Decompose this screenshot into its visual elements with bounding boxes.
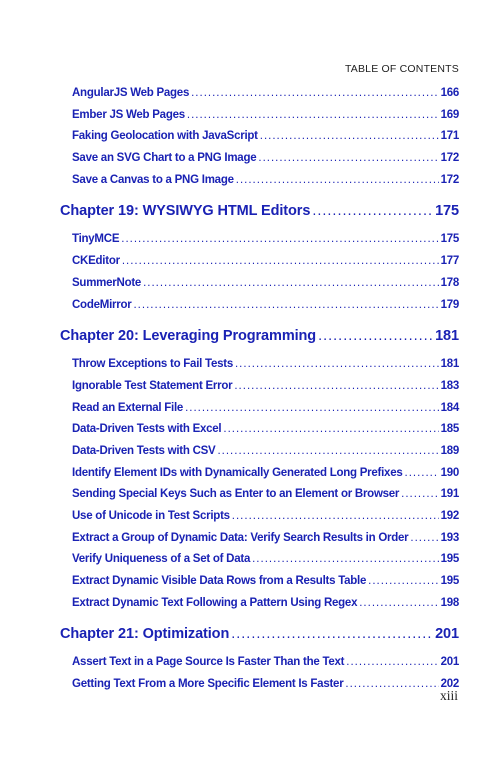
toc-entry-page: 195 [440, 575, 459, 588]
leader-dots [223, 419, 438, 441]
toc-entry-title: Throw Exceptions to Fail Tests [72, 358, 233, 371]
leader-dots [345, 674, 438, 696]
leader-dots [185, 398, 438, 420]
toc-entry[interactable] [60, 376, 459, 398]
toc-entry-title: Read an External File [72, 401, 184, 414]
toc-entry-title: Save a Canvas to a PNG Image [72, 173, 234, 186]
toc-chapter-entry[interactable] [60, 621, 459, 648]
toc-entry[interactable] [60, 441, 459, 463]
toc-entry-page: 201 [440, 656, 459, 669]
toc-chapter-page: 181 [435, 328, 459, 345]
toc-chapter-title: Chapter 19: WYSIWYG HTML Editors [60, 203, 311, 220]
toc-entry-page: 185 [440, 423, 459, 436]
page-number: xiii [439, 688, 458, 703]
toc-entry-page: 191 [440, 488, 459, 501]
toc-entry[interactable] [60, 273, 459, 295]
toc-entry[interactable] [60, 549, 459, 571]
toc-entry-page: 192 [440, 510, 459, 522]
leader-dots [401, 484, 438, 506]
toc-entry-page: 193 [440, 531, 459, 544]
leader-dots [312, 198, 433, 225]
toc-entry[interactable] [60, 652, 459, 674]
toc-entry-title: Identify Element IDs with Dynamically Generated Long Prefixes [72, 466, 403, 479]
toc-entry[interactable] [60, 506, 459, 528]
toc-entry-page: 172 [440, 173, 459, 186]
toc-entry-title: Extract a Group of Dynamic Data: Verify Search Results in Order [72, 531, 409, 544]
leader-dots [234, 376, 438, 398]
toc-entry-title: AngularJS Web Pages [72, 87, 190, 99]
toc-entry-title: Save an SVG Chart to a PNG Image [72, 152, 257, 165]
leader-dots [122, 251, 439, 273]
toc-entry-title: Faking Geolocation with JavaScript [72, 130, 258, 143]
toc-entry-page: 181 [440, 358, 459, 371]
toc-entry-title: CodeMirror [72, 298, 132, 311]
leader-dots [121, 229, 438, 251]
toc-entry-title: Sending Special Keys Such as Enter to an Element or Browser [72, 488, 400, 501]
toc-chapter-entry[interactable] [60, 198, 459, 225]
toc-entry-title: Use of Unicode in Test Scripts [72, 510, 230, 522]
toc-entry[interactable] [60, 674, 459, 696]
leader-dots [133, 295, 438, 317]
toc-entry-page: 190 [440, 466, 459, 479]
toc-entry[interactable] [60, 126, 459, 148]
toc-entry-page: 183 [440, 379, 459, 392]
leader-dots [405, 463, 439, 485]
toc-entry-title: Assert Text in a Page Source Is Faster Than the Text [72, 656, 345, 669]
leader-dots [232, 506, 439, 528]
toc-entry-page: 184 [440, 401, 459, 414]
toc-entry-title: TinyMCE [72, 233, 120, 246]
toc-entry[interactable] [60, 528, 459, 550]
running-head: TABLE OF CONTENTS [344, 63, 459, 75]
toc-entry-page: 177 [440, 255, 459, 268]
leader-dots [318, 323, 433, 350]
toc-entry[interactable] [60, 148, 459, 170]
toc-entry-page: 172 [440, 152, 459, 165]
leader-dots [217, 441, 438, 463]
toc-entry-page: 175 [440, 233, 459, 246]
leader-dots [187, 105, 439, 127]
toc-entry-title: Ember JS Web Pages [72, 108, 185, 121]
toc-entry-page: 169 [440, 108, 459, 121]
toc-entry-title: Extract Dynamic Visible Data Rows from a Results Table [72, 575, 367, 588]
toc-entry-page: 189 [440, 444, 459, 457]
toc-entry[interactable] [60, 295, 459, 317]
toc-chapter-title: Chapter 21: Optimization [60, 626, 230, 643]
toc-entry[interactable] [60, 251, 459, 273]
leader-dots [231, 621, 433, 648]
toc-entry-page: 195 [440, 553, 459, 566]
toc-entry-page: 179 [440, 298, 459, 311]
toc-entry[interactable] [60, 484, 459, 506]
toc-entry[interactable] [60, 463, 459, 485]
toc-entry-title: Ignorable Test Statement Error [72, 379, 233, 392]
leader-dots [191, 83, 438, 105]
leader-dots [359, 593, 438, 615]
toc-entry[interactable] [60, 229, 459, 251]
toc-chapter-page: 175 [435, 203, 459, 220]
leader-dots [236, 170, 439, 192]
toc-chapter-entry[interactable] [60, 323, 459, 350]
toc-entry[interactable] [60, 571, 459, 593]
leader-dots [410, 528, 438, 550]
toc-entry-title: Data-Driven Tests with CSV [72, 444, 216, 457]
toc-entry[interactable] [60, 398, 459, 420]
toc-entry[interactable] [60, 83, 459, 105]
leader-dots [258, 148, 438, 170]
toc-entry-title: Data-Driven Tests with Excel [72, 423, 222, 436]
leader-dots [260, 126, 439, 148]
toc-entry[interactable] [60, 419, 459, 441]
toc-entry-page: 202 [440, 678, 459, 691]
toc-entry-page: 178 [440, 276, 459, 289]
toc-entry[interactable] [60, 593, 459, 615]
toc-chapter-title: Chapter 20: Leveraging Programming [60, 328, 317, 345]
toc-entry[interactable] [60, 354, 459, 376]
leader-dots [235, 354, 439, 376]
toc-entry-page: 171 [440, 130, 459, 143]
toc-entry[interactable] [60, 105, 459, 127]
leader-dots [143, 273, 438, 295]
leader-dots [346, 652, 438, 674]
toc-chapter-page: 201 [435, 626, 459, 643]
toc-entry[interactable] [60, 170, 459, 192]
table-of-contents [60, 83, 459, 696]
toc-entry-page: 198 [440, 596, 459, 609]
toc-entry-page: 166 [440, 87, 459, 99]
toc-entry-title: Getting Text From a More Specific Element Is Faster [72, 678, 344, 691]
toc-entry-title: SummerNote [72, 276, 142, 289]
toc-entry-title: Verify Uniqueness of a Set of Data [72, 553, 251, 566]
toc-entry-title: Extract Dynamic Text Following a Pattern Using Regex [72, 596, 358, 609]
leader-dots [252, 549, 438, 571]
toc-entry-title: CKEditor [72, 255, 120, 268]
leader-dots [368, 571, 438, 593]
